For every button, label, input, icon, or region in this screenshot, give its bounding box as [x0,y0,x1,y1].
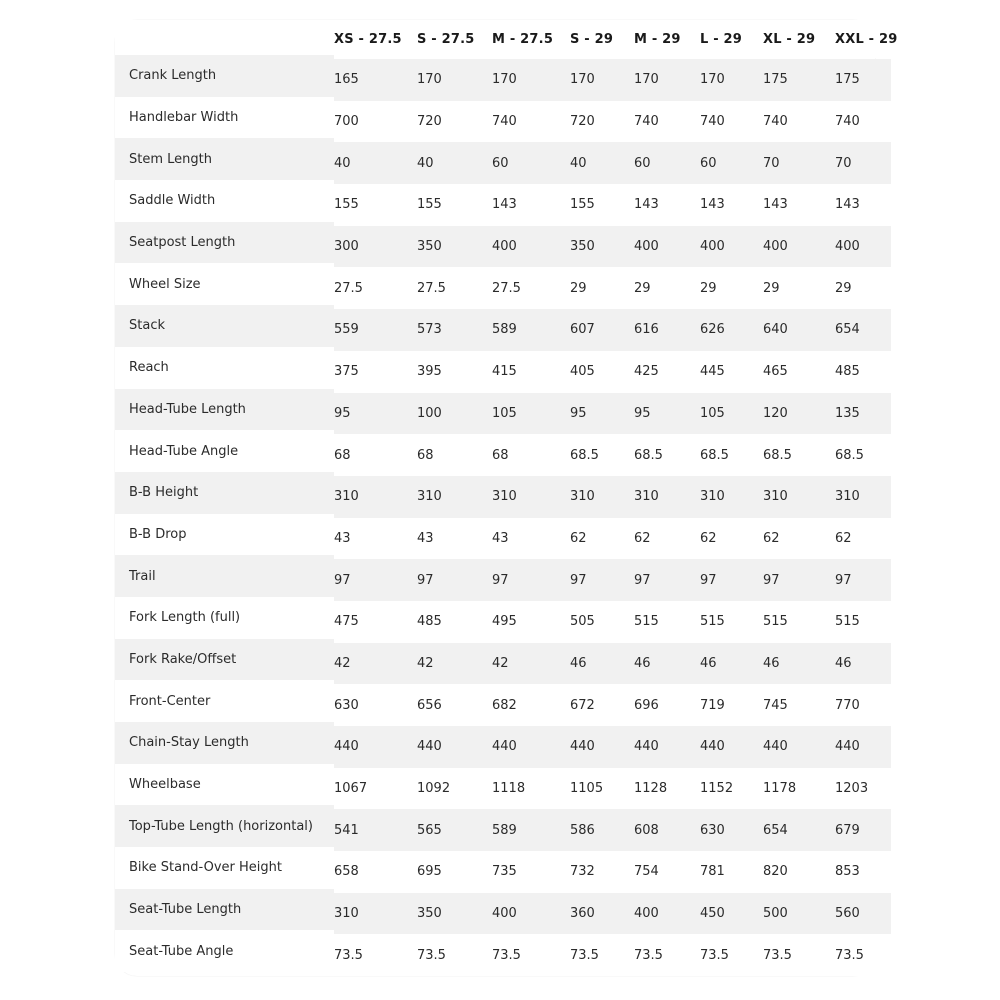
table-cell: 740 [763,101,835,143]
table-cell: 586 [570,809,634,851]
table-cell: 616 [634,309,700,351]
table-row [115,892,891,934]
table-cell: 70 [835,142,891,184]
table-cell: 29 [570,267,634,309]
table-cell: 62 [835,518,891,560]
table-cell: 43 [492,518,570,560]
table-cell: 656 [417,684,492,726]
table-cell: 400 [835,226,891,268]
row-label: Seat-Tube Length [115,889,334,931]
table-cell: 29 [700,267,763,309]
table-cell: 170 [634,59,700,101]
table-row [115,600,891,642]
table-cell: 475 [334,601,417,643]
table-cell: 400 [634,226,700,268]
table-cell: 400 [492,226,570,268]
table-cell: 630 [700,809,763,851]
row-label: Stem Length [115,138,334,180]
table-cell: 1067 [334,768,417,810]
row-label: Crank Length [115,55,334,97]
row-label: Stack [115,305,334,347]
table-cell: 155 [570,184,634,226]
table-cell: 143 [634,184,700,226]
table-cell: 589 [492,809,570,851]
table-cell: 630 [334,684,417,726]
table-cell: 170 [570,59,634,101]
row-label: Head-Tube Angle [115,430,334,472]
row-label: Chain-Stay Length [115,722,334,764]
table-cell: 155 [417,184,492,226]
table-cell: 310 [634,476,700,518]
table-cell: 40 [570,142,634,184]
table-cell: 143 [492,184,570,226]
table-row [115,725,891,767]
table-row [115,558,891,600]
table-cell: 395 [417,351,492,393]
table-cell: 43 [417,518,492,560]
table-cell: 300 [334,226,417,268]
table-row [115,308,891,350]
row-label: Reach [115,347,334,389]
table-cell: 73.5 [417,934,492,976]
table-cell: 495 [492,601,570,643]
table-cell: 68 [334,434,417,476]
table-cell: 405 [570,351,634,393]
table-cell: 745 [763,684,835,726]
table-row [115,100,891,142]
table-cell: 607 [570,309,634,351]
table-cell: 97 [570,559,634,601]
table-cell: 105 [700,393,763,435]
row-label: Wheel Size [115,263,334,305]
row-label: Saddle Width [115,180,334,222]
table-cell: 719 [700,684,763,726]
table-cell: 29 [835,267,891,309]
table-cell: 515 [634,601,700,643]
row-label: Top-Tube Length (horizontal) [115,805,334,847]
table-cell: 559 [334,309,417,351]
table-cell: 350 [417,893,492,935]
row-label: B-B Drop [115,514,334,556]
table-cell: 696 [634,684,700,726]
table-row [115,141,891,183]
table-cell: 46 [570,643,634,685]
table-cell: 732 [570,851,634,893]
table-cell: 500 [763,893,835,935]
table-cell: 97 [417,559,492,601]
table-cell: 27.5 [492,267,570,309]
table-cell: 62 [763,518,835,560]
table-cell: 97 [763,559,835,601]
table-row [115,392,891,434]
table-cell: 740 [700,101,763,143]
table-cell: 27.5 [334,267,417,309]
table-cell: 97 [700,559,763,601]
row-label: Front-Center [115,680,334,722]
table-cell: 565 [417,809,492,851]
table-cell: 46 [700,643,763,685]
table-cell: 781 [700,851,763,893]
table-cell: 310 [570,476,634,518]
size-column-header: M - 27.5 [492,20,570,58]
table-cell: 375 [334,351,417,393]
row-label: Fork Length (full) [115,597,334,639]
table-cell: 735 [492,851,570,893]
table-cell: 100 [417,393,492,435]
row-label: Trail [115,555,334,597]
row-label: Seatpost Length [115,222,334,264]
table-cell: 400 [634,893,700,935]
table-cell: 68.5 [570,434,634,476]
table-cell: 415 [492,351,570,393]
table-cell: 73.5 [763,934,835,976]
table-cell: 73.5 [492,934,570,976]
table-cell: 465 [763,351,835,393]
table-cell: 640 [763,309,835,351]
table-cell: 175 [763,59,835,101]
table-cell: 589 [492,309,570,351]
table-row [115,808,891,850]
table-cell: 40 [334,142,417,184]
table-cell: 541 [334,809,417,851]
table-cell: 70 [763,142,835,184]
table-cell: 440 [417,726,492,768]
table-cell: 425 [634,351,700,393]
table-cell: 73.5 [835,934,891,976]
table-cell: 97 [835,559,891,601]
table-cell: 505 [570,601,634,643]
table-cell: 42 [417,643,492,685]
table-row [115,683,891,725]
table-cell: 440 [700,726,763,768]
table-cell: 1203 [835,768,891,810]
table-cell: 97 [334,559,417,601]
size-column-header: M - 29 [634,20,700,58]
table-cell: 68.5 [835,434,891,476]
table-cell: 29 [634,267,700,309]
table-cell: 68 [492,434,570,476]
table-cell: 165 [334,59,417,101]
table-cell: 60 [492,142,570,184]
table-cell: 95 [334,393,417,435]
table-cell: 143 [700,184,763,226]
table-cell: 97 [634,559,700,601]
table-row [115,266,891,308]
table-cell: 135 [835,393,891,435]
table-body [115,58,891,975]
table-header [115,20,898,58]
table-cell: 60 [634,142,700,184]
table-row [115,933,891,975]
table-cell: 73.5 [634,934,700,976]
size-column-header: XS - 27.5 [334,20,417,58]
row-label: Bike Stand-Over Height [115,847,334,889]
table-cell: 73.5 [570,934,634,976]
header-row [115,20,891,58]
table-cell: 1152 [700,768,763,810]
table-cell: 310 [334,893,417,935]
row-label: B-B Height [115,472,334,514]
table-cell: 485 [417,601,492,643]
table-cell: 654 [763,809,835,851]
table-cell: 46 [835,643,891,685]
table-row [115,517,891,559]
table-cell: 400 [492,893,570,935]
table-cell: 658 [334,851,417,893]
table-cell: 608 [634,809,700,851]
table-cell: 42 [492,643,570,685]
table-cell: 740 [634,101,700,143]
table-cell: 170 [417,59,492,101]
table-cell: 68.5 [763,434,835,476]
table-cell: 654 [835,309,891,351]
row-label: Handlebar Width [115,97,334,139]
table-cell: 740 [492,101,570,143]
table-cell: 573 [417,309,492,351]
table-cell: 155 [334,184,417,226]
table-cell: 29 [763,267,835,309]
table-cell: 40 [417,142,492,184]
table-cell: 95 [570,393,634,435]
table-cell: 43 [334,518,417,560]
table-cell: 853 [835,851,891,893]
table-cell: 515 [835,601,891,643]
table-cell: 68.5 [634,434,700,476]
table-cell: 440 [334,726,417,768]
table-cell: 310 [700,476,763,518]
table-cell: 170 [700,59,763,101]
table-row [115,475,891,517]
size-column-header: XXL - 29 [835,20,891,58]
table-row [115,767,891,809]
table-cell: 682 [492,684,570,726]
table-cell: 740 [835,101,891,143]
table-cell: 310 [417,476,492,518]
table-cell: 73.5 [700,934,763,976]
table-cell: 68.5 [700,434,763,476]
table-cell: 60 [700,142,763,184]
table-row [115,58,891,100]
size-column-header: XL - 29 [763,20,835,58]
table-row [115,850,891,892]
table-cell: 1105 [570,768,634,810]
table-cell: 27.5 [417,267,492,309]
row-label: Fork Rake/Offset [115,639,334,681]
table-cell: 720 [570,101,634,143]
table-cell: 42 [334,643,417,685]
size-column-header: S - 27.5 [417,20,492,58]
table-cell: 672 [570,684,634,726]
table-cell: 46 [634,643,700,685]
size-column-header: L - 29 [700,20,763,58]
table-row [115,183,891,225]
table-cell: 515 [763,601,835,643]
row-label: Head-Tube Length [115,389,334,431]
table-cell: 143 [763,184,835,226]
table-cell: 310 [492,476,570,518]
table-cell: 46 [763,643,835,685]
table-cell: 62 [634,518,700,560]
table-cell: 170 [492,59,570,101]
table-cell: 73.5 [334,934,417,976]
table-cell: 175 [835,59,891,101]
table-cell: 440 [570,726,634,768]
table-cell: 95 [634,393,700,435]
table-cell: 820 [763,851,835,893]
table-cell: 97 [492,559,570,601]
table-cell: 105 [492,393,570,435]
table-cell: 515 [700,601,763,643]
table-cell: 350 [417,226,492,268]
geometry-table-card[interactable] [115,20,898,976]
table-cell: 120 [763,393,835,435]
table-cell: 68 [417,434,492,476]
table-cell: 770 [835,684,891,726]
table-row [115,642,891,684]
table-cell: 485 [835,351,891,393]
table-cell: 400 [763,226,835,268]
table-cell: 1178 [763,768,835,810]
table-cell: 440 [634,726,700,768]
table-cell: 310 [334,476,417,518]
table-cell: 440 [835,726,891,768]
row-label: Seat-Tube Angle [115,930,334,972]
table-cell: 440 [492,726,570,768]
table-cell: 445 [700,351,763,393]
table-cell: 143 [835,184,891,226]
table-cell: 1092 [417,768,492,810]
table-cell: 450 [700,893,763,935]
size-column-header: S - 29 [570,20,634,58]
table-cell: 626 [700,309,763,351]
geometry-table [115,20,898,975]
table-cell: 720 [417,101,492,143]
table-cell: 400 [700,226,763,268]
table-row [115,225,891,267]
table-cell: 1118 [492,768,570,810]
table-row [115,350,891,392]
table-cell: 695 [417,851,492,893]
table-cell: 754 [634,851,700,893]
row-label: Wheelbase [115,764,334,806]
table-cell: 360 [570,893,634,935]
table-row [115,433,891,475]
table-cell: 679 [835,809,891,851]
table-cell: 440 [763,726,835,768]
corner-header [115,20,334,58]
table-cell: 1128 [634,768,700,810]
table-cell: 560 [835,893,891,935]
table-cell: 310 [835,476,891,518]
table-cell: 310 [763,476,835,518]
table-cell: 700 [334,101,417,143]
table-cell: 62 [570,518,634,560]
table-cell: 62 [700,518,763,560]
table-cell: 350 [570,226,634,268]
